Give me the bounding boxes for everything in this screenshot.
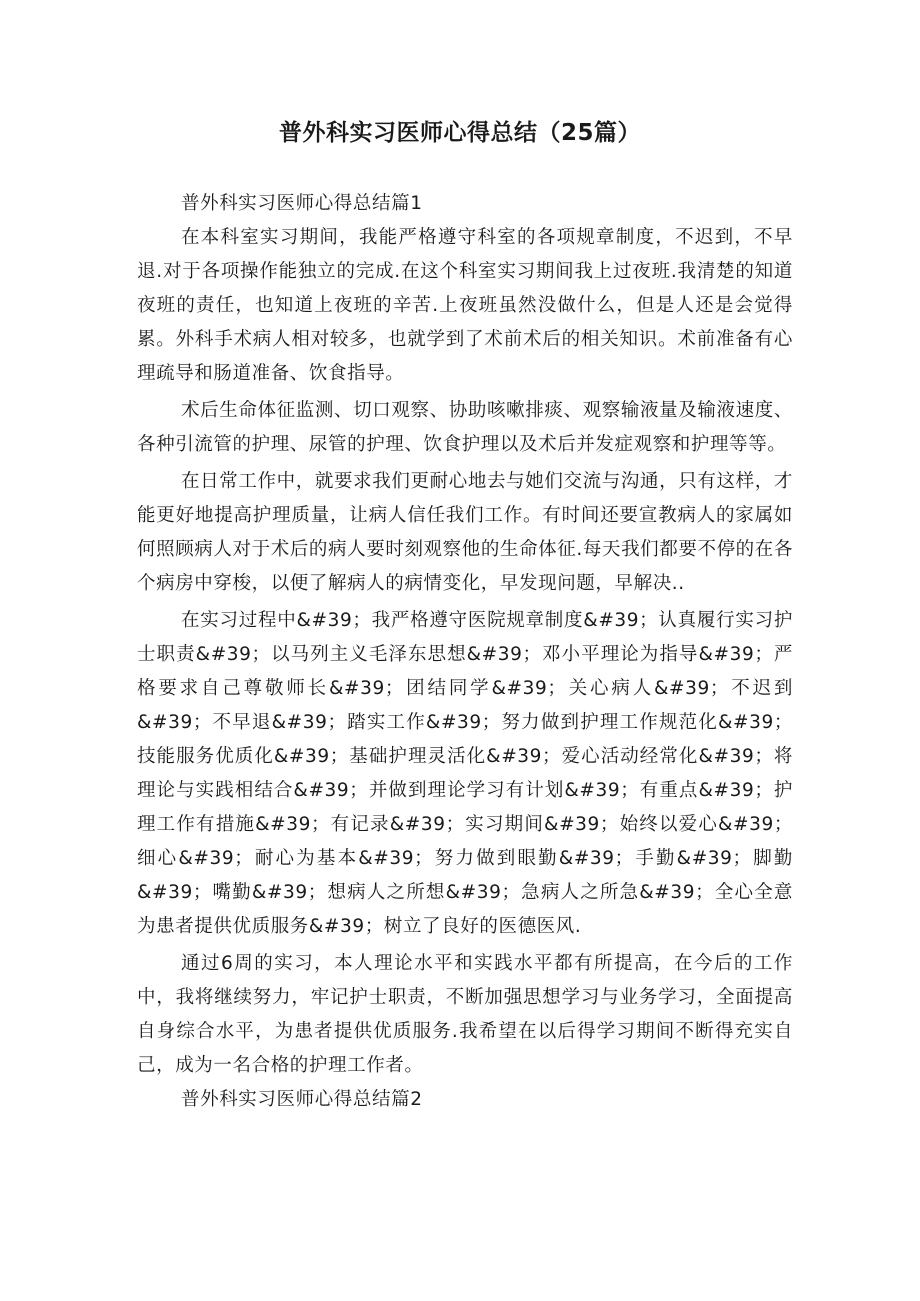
paragraph-4: 在实习过程中&#39；我严格遵守医院规章制度&#39；认真履行实习护士职责&#39；以马列主义毛泽东思想&#39；邓小平理论为指导&#39；严格要求自己尊敬师长&#39；团结同学&#39；关心病人&#39；不迟到&#39；不早退&#39；踏实工作&#39；努力做到护理工作规范化&#39；技能服务优质化&#39；基础护理灵活化&#39；爱心活动经常化&#39；将理论与实践相结合&#39；并做到理论学习有计划&#39；有重点&#39；护理工作有措施&#39；有记录&#39；实习期间&#39；始终以爱心&#39；细心&#39；耐心为基本&#39；努力做到眼勤&#39；手勤&#39；脚勤&#39；嘴勤&#39；想病人之所想&#39；急病人之所急&#39；全心全意为患者提供优质服务&#39；树立了良好的医德医风. (137, 610, 793, 937)
document-body (137, 187, 793, 1117)
paragraph-1: 在本科室实习期间，我能严格遵守科室的各项规章制度，不迟到，不早退.对于各项操作能独立的完成.在这个科室实习期间我上过夜班.我清楚的知道夜班的责任，也知道上夜班的辛苦.上夜班虽然没做什么，但是人还是会觉得累。外科手术病人相对较多，也就学到了术前术后的相关知识。术前准备有心理疏导和肠道准备、饮食指导。 (137, 227, 793, 384)
section-heading-1: 普外科实习医师心得总结篇1 (181, 193, 423, 214)
section-heading-2: 普外科实习医师心得总结篇2 (181, 1089, 423, 1110)
paragraph-3: 在日常工作中，就要求我们更耐心地去与她们交流与沟通，只有这样，才能更好地提高护理质量，让病人信任我们工作。有时间还要宣教病人的家属如何照顾病人对于术后的病人要时刻观察他的生命体征.每天我们都要不停的在各个病房中穿梭，以便了解病人的病情变化，早发现问题，早解决.. (137, 471, 793, 594)
document-title: 普外科实习医师心得总结（25篇） (278, 120, 641, 146)
paragraph-2: 术后生命体征监测、切口观察、协助咳嗽排痰、观察输液量及输液速度、各种引流管的护理、尿管的护理、饮食护理以及术后并发症观察和护理等等。 (137, 400, 793, 455)
paragraph-5: 通过6周的实习，本人理论水平和实践水平都有所提高，在今后的工作中，我将继续努力，牢记护士职责，不断加强思想学习与业务学习，全面提高自身综合水平，为患者提供优质服务.我希望在以后得学习期间不断得充实自己，成为一名合格的护理工作者。 (137, 953, 793, 1076)
